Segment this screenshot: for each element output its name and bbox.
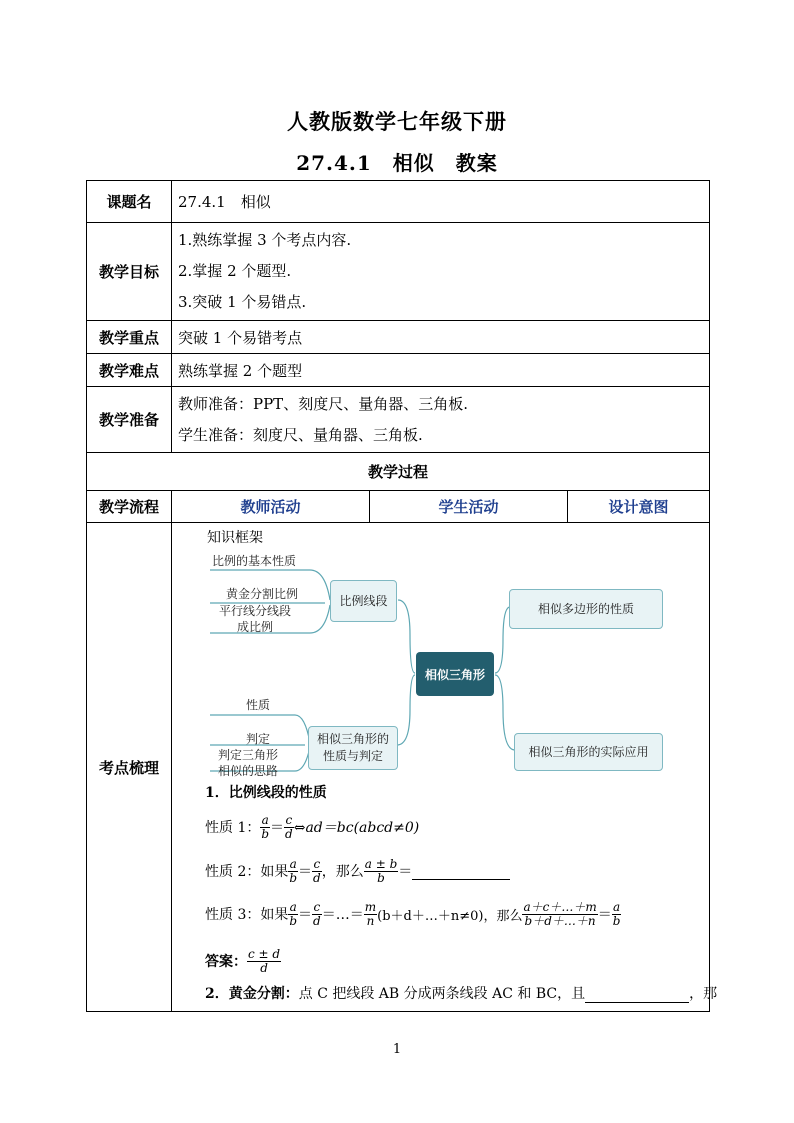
col-teacher-activity: 教师活动 bbox=[172, 491, 370, 523]
den: b bbox=[377, 870, 385, 885]
fraction-a-b bbox=[612, 901, 622, 928]
num: c bbox=[313, 856, 321, 871]
den: d bbox=[313, 870, 321, 885]
difficulty-label: 教学难点 bbox=[87, 354, 172, 387]
property-2 bbox=[205, 854, 510, 888]
fraction-a-b bbox=[260, 814, 270, 841]
col-design-intent: 设计意图 bbox=[568, 491, 710, 523]
fraction-c-d bbox=[284, 814, 294, 841]
section2-text: 点 C 把线段 AB 分成两条线段 AC 和 BC，且 bbox=[298, 986, 586, 1002]
prop2-label: 性质 2：如果 bbox=[205, 864, 289, 880]
answer-row bbox=[205, 944, 281, 978]
review-label: 考点梳理 bbox=[87, 523, 172, 1012]
mindmap-leaf-judgment-approach bbox=[218, 747, 278, 779]
property-1 bbox=[205, 810, 419, 844]
node-line: 性质与判定 bbox=[322, 749, 383, 763]
mindmap-leaf-judgment: 判定 bbox=[246, 732, 271, 746]
page-number: 1 bbox=[392, 1042, 402, 1057]
section1-title: 1．比例线段的性质 bbox=[205, 785, 327, 801]
document-title: 人教版数学七年级下册 bbox=[287, 109, 507, 134]
num: a＋c＋…＋m bbox=[523, 899, 597, 914]
equals: ＝ bbox=[298, 907, 313, 923]
leaf-line: 成比例 bbox=[237, 620, 274, 634]
goals-cell bbox=[172, 223, 710, 321]
mindmap-leaf-basic-property: 比例的基本性质 bbox=[212, 554, 297, 568]
den: d bbox=[313, 913, 321, 928]
prop1-label: 性质 1： bbox=[205, 820, 261, 836]
fraction-c-d bbox=[312, 901, 322, 928]
fraction-c-pm-d-over-d bbox=[247, 948, 281, 975]
prep-item: 学生准备：刻度尺、量角器、三角板. bbox=[178, 425, 423, 444]
fraction-a-b bbox=[288, 858, 298, 885]
goal-item: 2.掌握 2 个题型. bbox=[178, 262, 292, 280]
mindmap-node-properties-judgment bbox=[308, 726, 398, 770]
focus-value: 突破 1 个易错考点 bbox=[172, 321, 710, 354]
prop1-tail: ⇔ad＝bc(abcd≠0) bbox=[293, 820, 420, 836]
flow-label: 教学流程 bbox=[87, 491, 172, 523]
num: c ± d bbox=[248, 946, 281, 961]
goal-item: 3.突破 1 个易错点. bbox=[178, 293, 307, 311]
num: a bbox=[289, 899, 297, 914]
prep-cell bbox=[172, 387, 710, 453]
answer-label: 答案： bbox=[205, 954, 247, 970]
num: a ± b bbox=[364, 856, 398, 871]
den: b bbox=[261, 826, 270, 841]
equals: ＝ bbox=[298, 864, 313, 880]
answer-blank bbox=[412, 863, 510, 880]
equals: ＝ bbox=[398, 864, 413, 880]
prop3-label: 性质 3：如果 bbox=[205, 907, 289, 923]
den: b bbox=[612, 913, 621, 928]
mindmap-node-similar-polygons: 相似多边形的性质 bbox=[509, 589, 663, 629]
mindmap-heading: 知识框架 bbox=[207, 530, 263, 546]
fraction-m-n bbox=[364, 901, 377, 928]
prop2-mid: ，那么 bbox=[321, 864, 364, 880]
num: c bbox=[313, 899, 321, 914]
den: n bbox=[366, 913, 375, 928]
num: m bbox=[364, 899, 377, 914]
difficulty-value: 熟练掌握 2 个题型 bbox=[172, 354, 710, 387]
topic-label: 课题名 bbox=[87, 181, 172, 223]
mindmap-node-practical-application: 相似三角形的实际应用 bbox=[514, 733, 663, 771]
section2-label: 2．黄金分割： bbox=[205, 986, 299, 1002]
node-line: 相似三角形的 bbox=[316, 732, 389, 746]
num: c bbox=[285, 812, 293, 827]
section2-row bbox=[205, 983, 717, 1003]
prep-label: 教学准备 bbox=[87, 387, 172, 453]
document-subtitle: 27.4.1 相似 教案 bbox=[296, 151, 498, 175]
den: d bbox=[260, 960, 268, 975]
den: b bbox=[289, 913, 298, 928]
ellipsis: ＝…＝ bbox=[321, 907, 364, 923]
prop3-mid: (b＋d＋…＋n≠0)，那么 bbox=[377, 908, 523, 924]
equals: ＝ bbox=[270, 820, 285, 836]
leaf-line: 平行线分线段 bbox=[219, 604, 292, 618]
fraction-sum bbox=[522, 901, 597, 928]
num: a bbox=[612, 899, 621, 914]
mindmap-center-similar-triangles: 相似三角形 bbox=[416, 652, 494, 696]
focus-label: 教学重点 bbox=[87, 321, 172, 354]
leaf-line: 相似的思路 bbox=[218, 764, 279, 778]
mindmap-leaf-parallel-lines bbox=[219, 603, 291, 635]
mindmap-node-proportional-segments: 比例线段 bbox=[330, 580, 397, 622]
mindmap-leaf-golden-ratio: 黄金分割比例 bbox=[226, 587, 299, 601]
fraction-a-pm-b-over-b bbox=[364, 858, 399, 885]
goals-label: 教学目标 bbox=[87, 223, 172, 321]
answer-blank bbox=[585, 986, 689, 1003]
section2-tail: ，那 bbox=[689, 986, 718, 1002]
leaf-line: 判定三角形 bbox=[218, 748, 279, 762]
den: b＋d＋…＋n bbox=[524, 913, 596, 928]
den: b bbox=[289, 870, 298, 885]
num: a bbox=[261, 812, 269, 827]
prep-item: 教师准备：PPT、刻度尺、量角器、三角板. bbox=[178, 394, 468, 413]
process-header: 教学过程 bbox=[87, 453, 710, 491]
mindmap-leaf-property: 性质 bbox=[246, 698, 271, 712]
property-3 bbox=[205, 897, 621, 931]
fraction-a-b bbox=[288, 901, 298, 928]
topic-value: 27.4.1 相似 bbox=[172, 181, 710, 223]
col-student-activity: 学生活动 bbox=[370, 491, 568, 523]
fraction-c-d bbox=[312, 858, 322, 885]
num: a bbox=[289, 856, 297, 871]
goal-item: 1.熟练掌握 3 个考点内容. bbox=[178, 231, 352, 249]
equals: ＝ bbox=[597, 907, 612, 923]
den: d bbox=[285, 826, 293, 841]
